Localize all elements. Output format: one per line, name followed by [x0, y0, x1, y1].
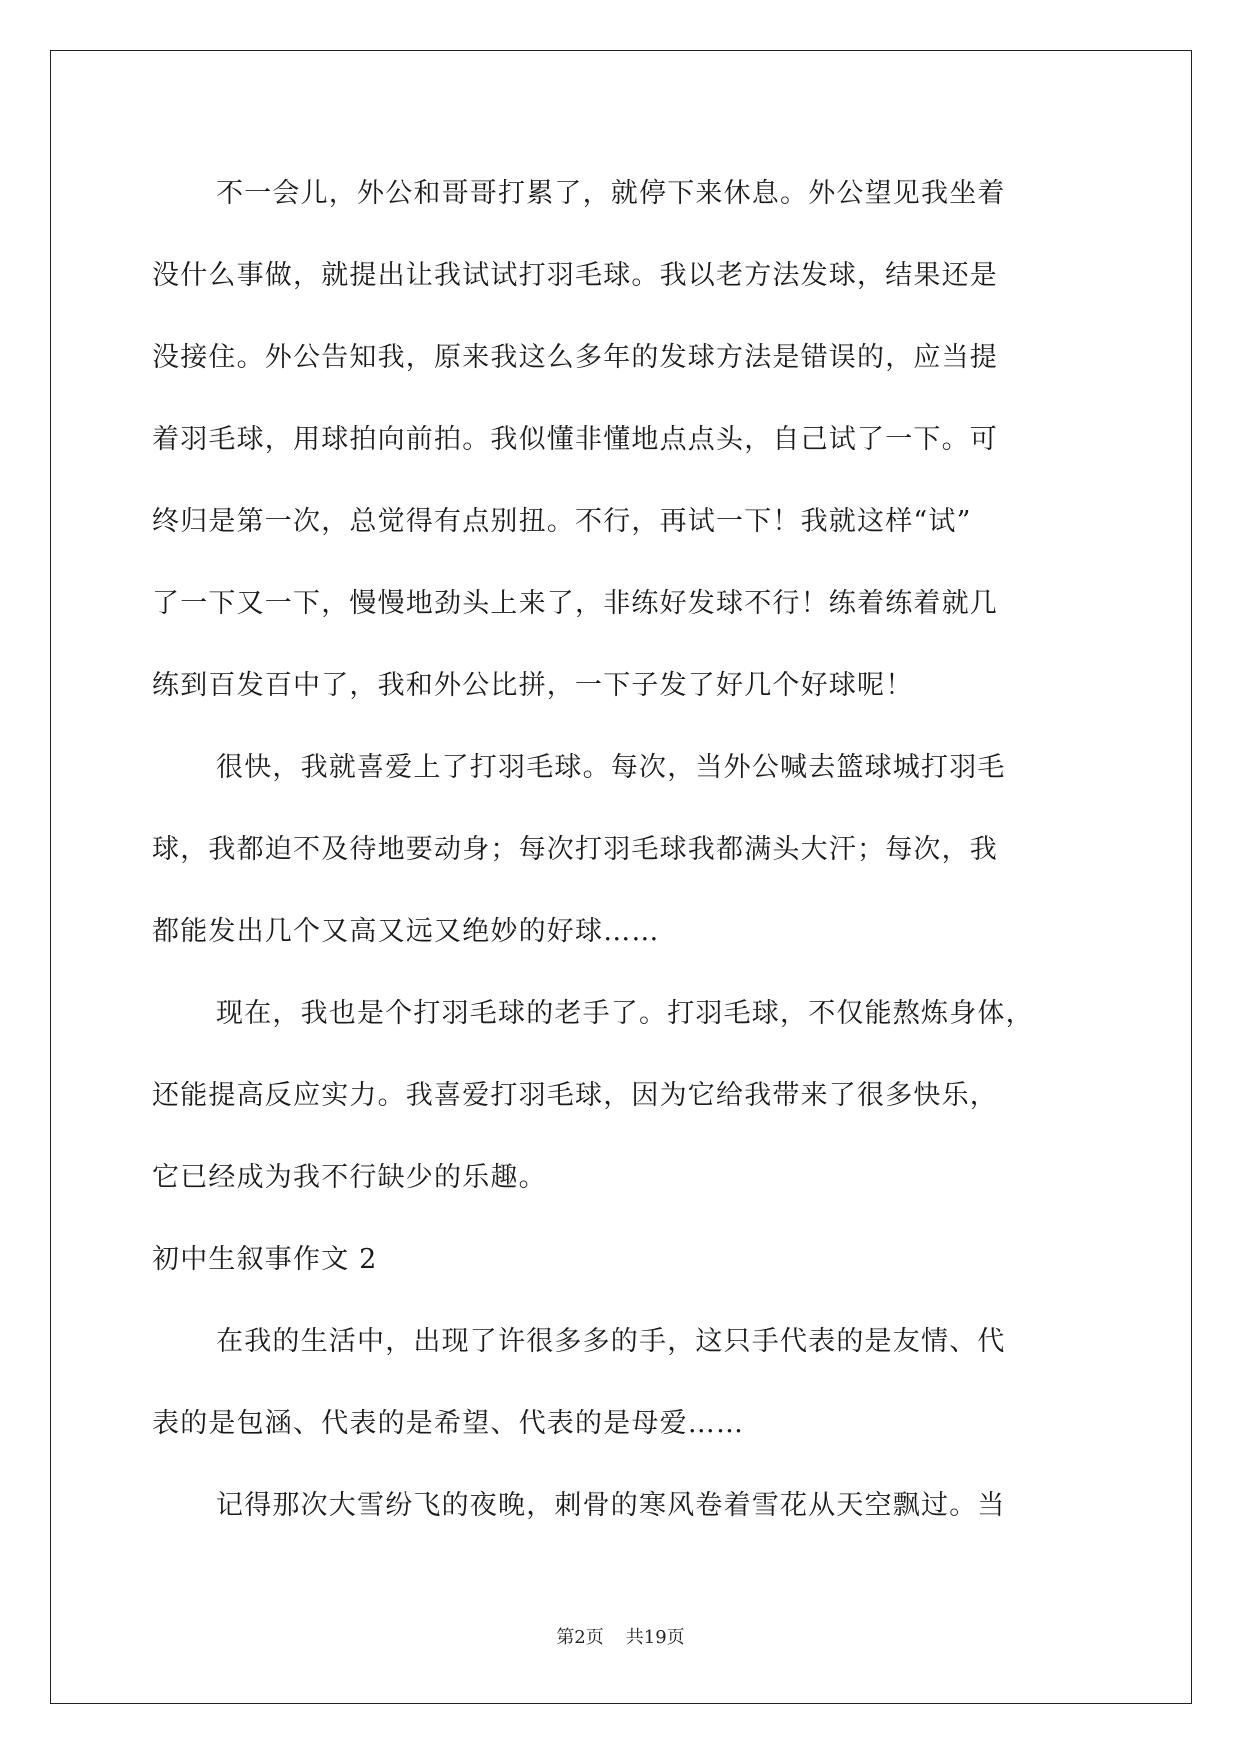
body-text-line: 没什么事做，就提出让我试试打羽毛球。我以老方法发球，结果还是 — [152, 260, 998, 291]
body-text-line: 它已经成为我不行缺少的乐趣。 — [152, 1162, 547, 1193]
body-text-line: 现在，我也是个打羽毛球的老手了。打羽毛球，不仅能熬炼身体， — [216, 998, 1034, 1029]
body-text-line: 在我的生活中，出现了许很多多的手，这只手代表的是友情、代 — [216, 1326, 1006, 1357]
body-text-line: 了一下又一下，慢慢地劲头上来了，非练好发球不行！练着练着就几 — [152, 588, 998, 619]
body-text-line: 还能提高反应实力。我喜爱打羽毛球，因为它给我带来了很多快乐， — [152, 1080, 998, 1111]
page-border — [50, 50, 1192, 1704]
body-text-line: 很快，我就喜爱上了打羽毛球。每次，当外公喊去篮球城打羽毛 — [216, 752, 1006, 783]
body-text-line: 练到百发百中了，我和外公比拼，一下子发了好几个好球呢！ — [152, 670, 914, 701]
body-text-line: 终归是第一次，总觉得有点别扭。不行，再试一下！我就这样“试” — [152, 506, 972, 537]
section-heading: 初中生叙事作文 2 — [152, 1244, 378, 1275]
body-text-line: 都能发出几个又高又远又绝妙的好球…… — [152, 916, 660, 947]
body-text-line: 不一会儿，外公和哥哥打累了，就停下来休息。外公望见我坐着 — [216, 178, 1006, 209]
body-text-line: 球，我都迫不及待地要动身；每次打羽毛球我都满头大汗；每次，我 — [152, 834, 998, 865]
body-text-line: 没接住。外公告知我，原来我这么多年的发球方法是错误的，应当提 — [152, 342, 998, 373]
page-number: 第2页 — [556, 1627, 604, 1648]
page-total: 共19页 — [625, 1627, 685, 1648]
body-text-line: 表的是包涵、代表的是希望、代表的是母爱…… — [152, 1408, 745, 1439]
body-text-line: 记得那次大雪纷飞的夜晚，刺骨的寒风卷着雪花从天空飘过。当 — [216, 1490, 1006, 1521]
page-footer — [0, 1626, 1241, 1650]
body-text-line: 着羽毛球，用球拍向前拍。我似懂非懂地点点头，自己试了一下。可 — [152, 424, 998, 455]
